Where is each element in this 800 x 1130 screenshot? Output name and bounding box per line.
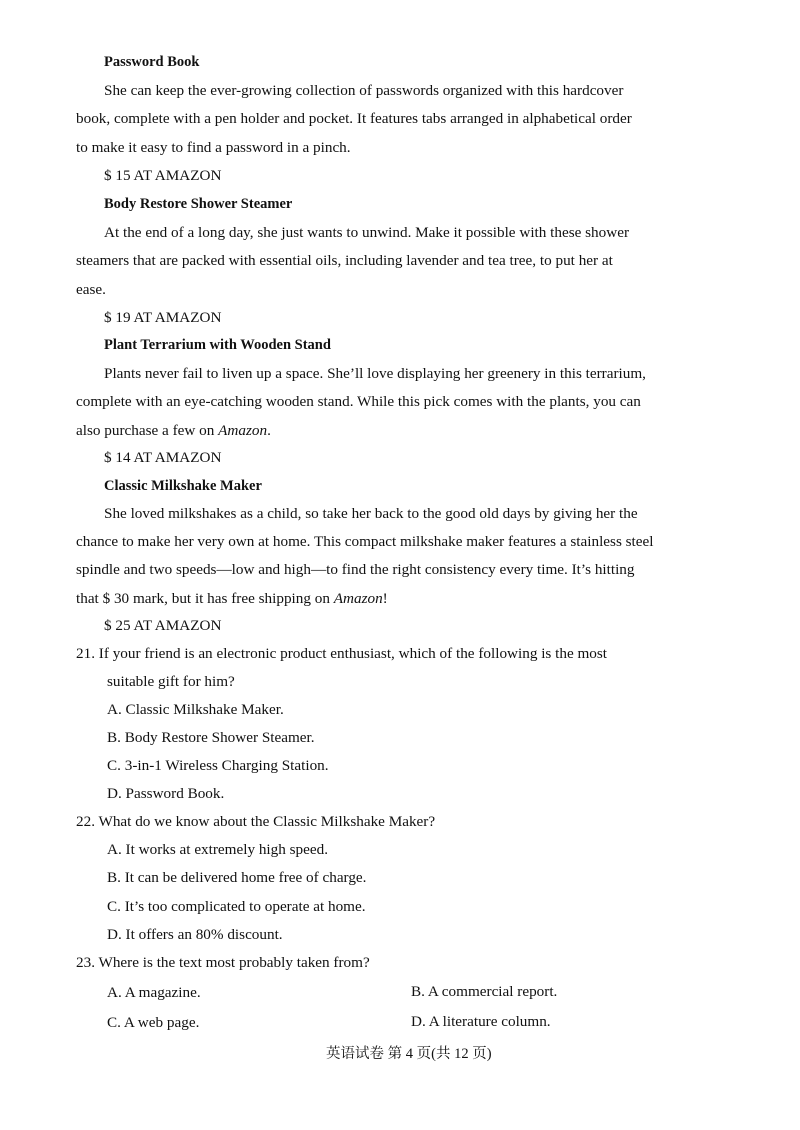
question-21-option-b: B. Body Restore Shower Steamer. (107, 729, 315, 746)
page-footer: 英语试卷 第 4 页(共 12 页) (326, 1046, 492, 1062)
paragraph-line: At the end of a long day, she just wants to unwind. Make it possible with these shower (104, 224, 630, 241)
text-segment: . (267, 422, 271, 439)
question-23-option-a: A. A magazine. (107, 984, 201, 1001)
paragraph-line: She loved milkshakes as a child, so take her back to the good old days by giving her the (104, 505, 638, 522)
text-segment: that $ 30 mark, but it has free shipping on (76, 590, 334, 607)
question-23-option-c: C. A web page. (107, 1014, 200, 1031)
paragraph-line: Plants never fail to liven up a space. She’ll love displaying her greenery in this terrarium, (104, 365, 646, 382)
question-23-stem: 23. Where is the text most probably taken from? (76, 954, 370, 971)
amazon-italic: Amazon (333, 590, 383, 607)
amazon-italic: Amazon (218, 422, 268, 439)
question-22-option-b: B. It can be delivered home free of charge. (107, 869, 367, 886)
question-21-option-d: D. Password Book. (107, 785, 225, 802)
paragraph-line: She can keep the ever-growing collection of passwords organized with this hardcover (104, 82, 624, 99)
paragraph-line: ease. (76, 281, 106, 298)
section-title-milkshake-maker: Classic Milkshake Maker (104, 478, 262, 494)
section-title-password-book: Password Book (104, 54, 200, 70)
paragraph-line: steamers that are packed with essential oils, including lavender and tea tree, to put her at (76, 252, 613, 269)
section-title-shower-steamer: Body Restore Shower Steamer (104, 196, 293, 212)
paragraph-line: spindle and two speeds—low and high—to find the right consistency every time. It’s hitting (76, 561, 635, 578)
paragraph-line (76, 421, 271, 441)
question-23-option-d: D. A literature column. (411, 1013, 551, 1030)
question-22-option-d: D. It offers an 80% discount. (107, 926, 283, 943)
question-21-stem-cont: suitable gift for him? (107, 673, 235, 690)
price-label: $ 19 AT AMAZON (104, 309, 222, 326)
question-21-option-c: C. 3-in-1 Wireless Charging Station. (107, 757, 329, 774)
question-23-option-b: B. A commercial report. (411, 983, 558, 1000)
paragraph-line (76, 589, 388, 609)
question-22-option-a: A. It works at extremely high speed. (107, 841, 329, 858)
price-label: $ 15 AT AMAZON (104, 167, 222, 184)
section-title-plant-terrarium: Plant Terrarium with Wooden Stand (104, 337, 331, 353)
text-segment: also purchase a few on (76, 422, 219, 439)
question-22-stem: 22. What do we know about the Classic Milkshake Maker? (76, 813, 436, 830)
price-label: $ 25 AT AMAZON (104, 617, 222, 634)
paragraph-line: to make it easy to find a password in a pinch. (76, 139, 351, 156)
paragraph-line: chance to make her very own at home. This compact milkshake maker features a stainless steel (76, 533, 654, 550)
question-22-option-c: C. It’s too complicated to operate at home. (107, 898, 366, 915)
text-segment: ! (382, 590, 388, 607)
paragraph-line: book, complete with a pen holder and pocket. It features tabs arranged in alphabetical order (76, 110, 632, 127)
question-21-option-a: A. Classic Milkshake Maker. (107, 701, 284, 718)
question-21-stem: 21. If your friend is an electronic product enthusiast, which of the following is the most (76, 645, 608, 662)
price-label: $ 14 AT AMAZON (104, 449, 222, 466)
paragraph-line: complete with an eye-catching wooden stand. While this pick comes with the plants, you can (76, 393, 641, 410)
